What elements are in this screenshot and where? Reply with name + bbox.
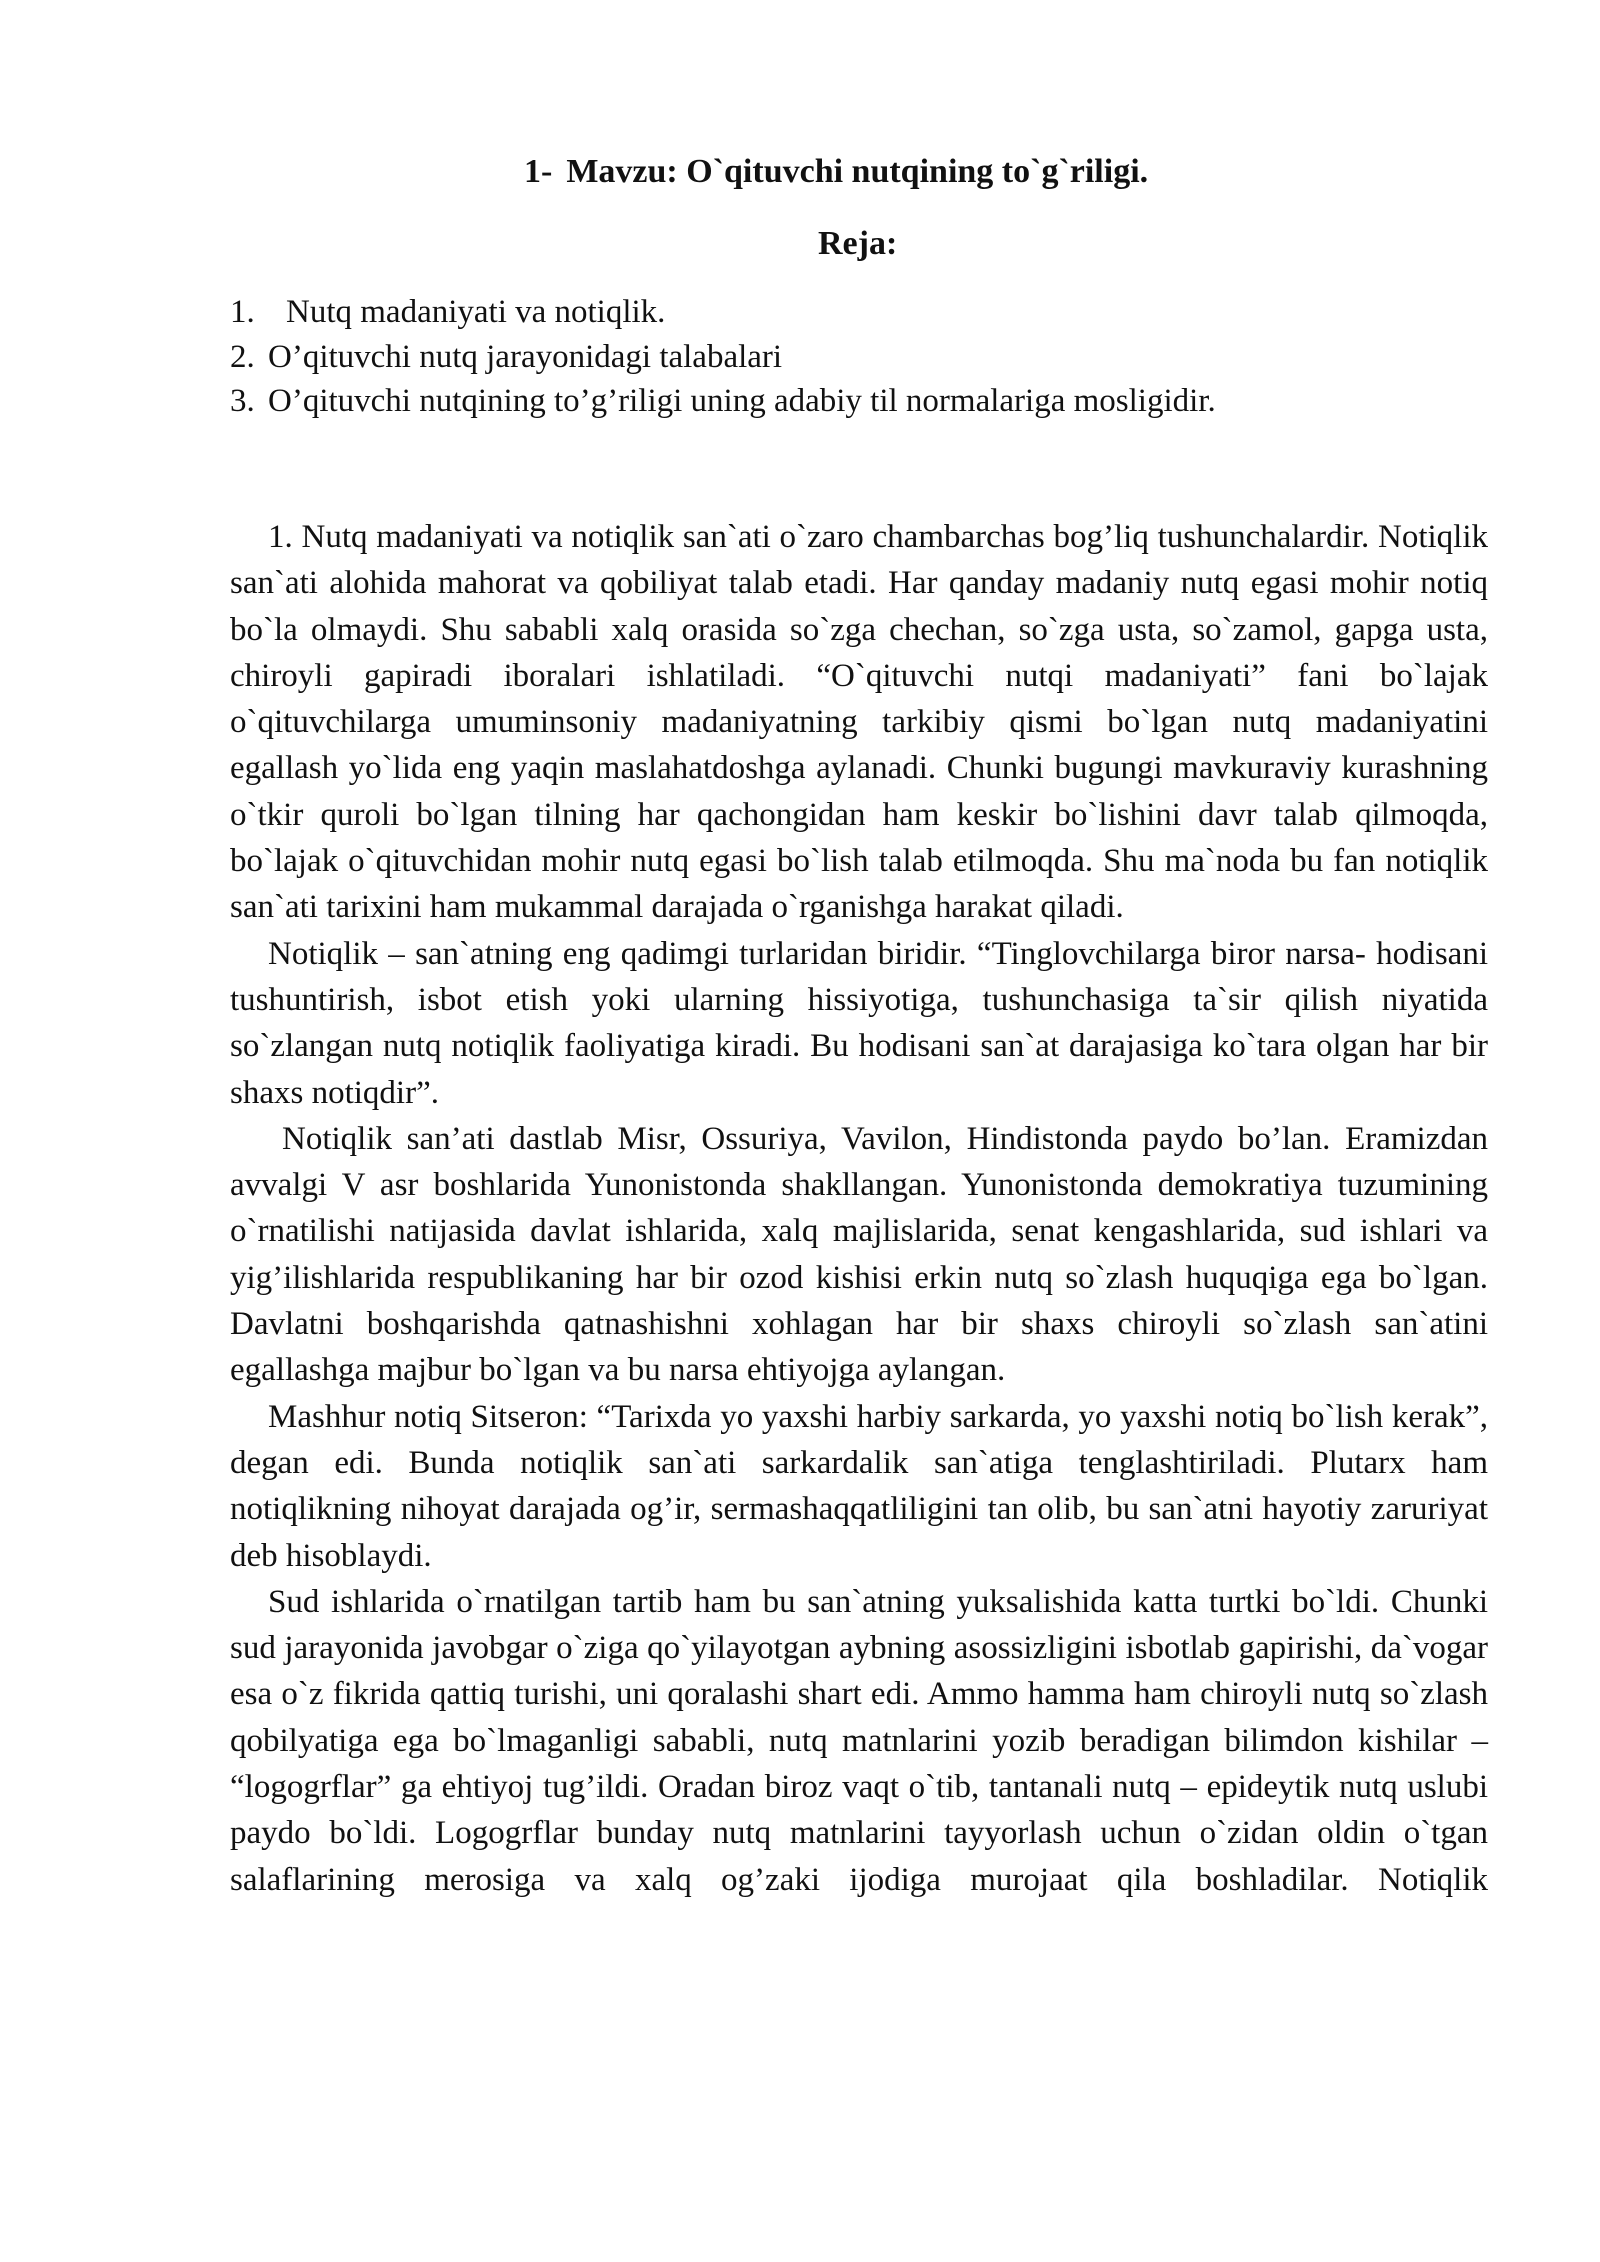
page-title	[0, 150, 1600, 194]
plan-item-number: 1.	[230, 294, 255, 330]
paragraph: Notiqlik san’ati dastlab Misr, Ossuriya, Vavilon, Hindistonda paydo bo’lan. Eramizdan avvalgi V asr boshlarida Yunonistonda shakllangan. Yunonistonda demokratiya tuzumining o`rnatilishi natijasida davlat ishlarida, xalq majlislarida, senat kengashlarida, sud ishlari va yig’ilishlarida respublikaning har bir ozod kishisi erkin nutq so`zlash huquqiga ega bo`lgan. Davlatni boshqarishda qatnashishni xohlagan har bir shaxs chiroyli so`zlash san`atini egallashga majbur bo`lgan va bu narsa ehtiyojga aylangan.	[230, 1120, 1488, 1389]
plan-item-text: Nutq madaniyati va notiqlik.	[286, 294, 666, 330]
plan-item	[230, 335, 1500, 380]
plan-item-text: O’qituvchi nutq jarayonidagi talabalari	[268, 338, 783, 375]
body-text	[230, 514, 1488, 1903]
paragraph: 1. Nutq madaniyati va notiqlik san`ati o`zaro chambarchas bog’liq tushunchalardir. Notiqlik san`ati alohida mahorat va qobiliyat talab etadi. Har qanday madaniy nutq egasi mohir notiq bo`la olmaydi. Shu sababli xalq orasida so`zga chechan, so`zga usta, so`zamol, gapga usta, chiroyli gapiradi iboralari ishlatiladi. “O`qituvchi nutqi madaniyati” fani bo`lajak o`qituvchilarga umuminsoniy madaniyatning tarkibiy qismi bo`lgan nutq madaniyatini egallash yo`lida eng yaqin maslahatdoshga aylanadi. Chunki bugungi mavkuraviy kurashning o`tkir quroli bo`lgan tilning har qachongidan ham keskir bo`lishini davr talab qilmoqda, bo`lajak o`qituvchidan mohir nutq egasi bo`lish talab etilmoqda. Shu ma`noda bu fan notiqlik san`ati tarixini ham mukammal darajada o`rganishga harakat qiladi.	[230, 519, 1488, 926]
title-number: 1-	[524, 153, 553, 190]
paragraph: Mashhur notiq Sitseron: “Tarixda yo yaxshi harbiy sarkarda, yo yaxshi notiq bo`lish kerak”, degan edi. Bunda notiqlik san`ati sarkardalik san`atiga tenglashtiriladi. Plutarx ham notiqlikning nihoyat darajada og’ir, sermashaqqatliligini tan olib, bu san`atni hayotiy zaruriyat deb hisoblaydi.	[230, 1398, 1488, 1574]
paragraph: Notiqlik – san`atning eng qadimgi turlaridan biridir. “Tinglovchilarga biror narsa- hodisani tushuntirish, isbot etish yoki ularning hissiyotiga, tushunchasiga ta`sir qilish niyatida so`zlangan nutq notiqlik faoliyatiga kiradi. Bu hodisani san`at darajasiga ko`tara olgan har bir shaxs notiqdir”.	[230, 935, 1488, 1111]
title-text: Mavzu: O`qituvchi nutqining to`g`riligi.	[566, 153, 1149, 190]
plan-item	[230, 379, 1500, 424]
paragraph: Sud ishlarida o`rnatilgan tartib ham bu san`atning yuksalishida katta turtki bo`ldi. Chunki sud jarayonida javobgar o`ziga qo`yilayotgan aybning asossizligini isbotlab gapirishi, da`vogar esa o`z fikrida qattiq turishi, uni qoralashi shart edi. Ammo hamma ham chiroyli nutq so`zlash qobilyatiga ega bo`lmaganligi sababli, nutq matnlarini yozib beradigan bilimdon kishilar – “logogrflar” ga ehtiyoj tug’ildi. Oradan biroz vaqt o`tib, tantanali nutq – epideytik nutq uslubi paydo bo`ldi. Logogrflar bunday nutq matnlarini tayyorlash uchun o`zidan oldin o`tgan salaflarining merosiga va xalq og’zaki ijodiga murojaat qila boshladilar. Notiqlik	[230, 1583, 1488, 1898]
plan-item	[230, 290, 1500, 335]
plan-item-number: 3.	[230, 383, 255, 419]
plan-item-text: O’qituvchi nutqining to’g’riligi uning adabiy til normalariga mosligidir.	[268, 383, 1216, 419]
plan-heading: Reja:	[818, 225, 898, 262]
plan-list	[230, 290, 1500, 424]
plan-item-number: 2.	[230, 338, 255, 375]
